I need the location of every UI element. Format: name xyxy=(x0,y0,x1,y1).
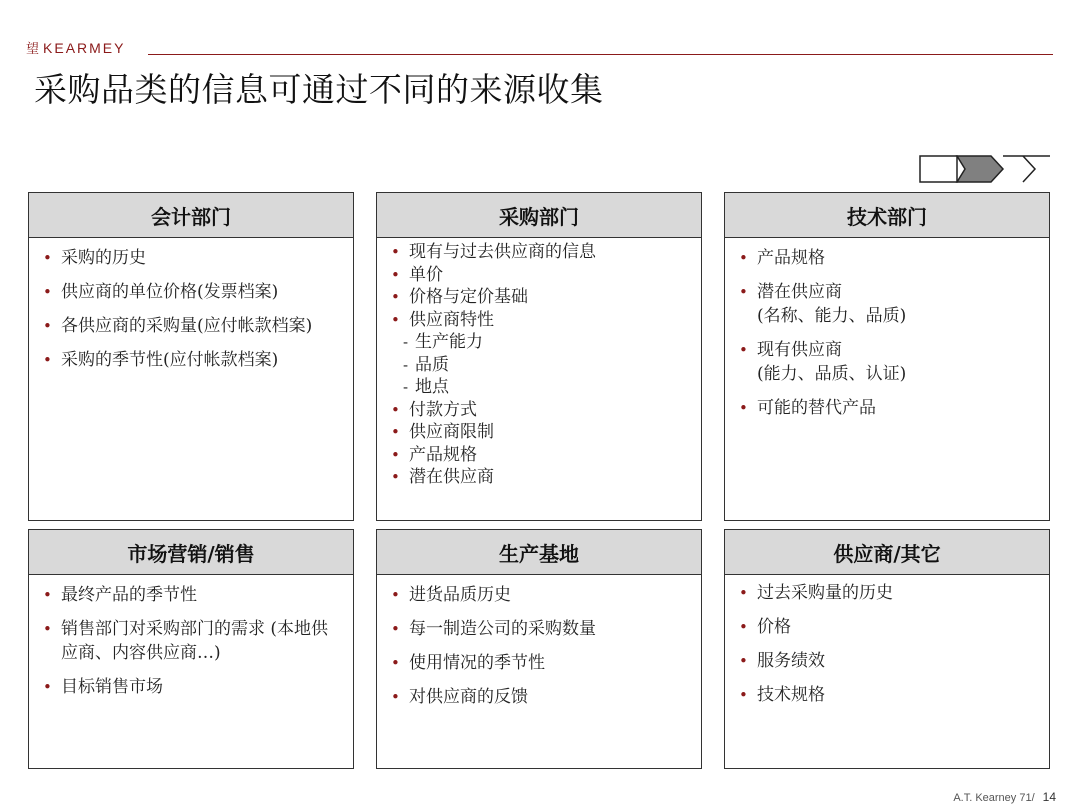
list-item: • 采购的历史 xyxy=(41,246,341,270)
list-item: • 现有供应商 xyxy=(737,338,1037,362)
list-item: • 每一制造公司的采购数量 xyxy=(389,617,689,641)
list-item: • 潜在供应商 xyxy=(737,280,1037,304)
list-item: • 服务绩效 xyxy=(737,649,1037,673)
info-box-procurement xyxy=(376,192,702,521)
list-item: • 付款方式 xyxy=(389,399,689,422)
list-item: • 价格 xyxy=(737,615,1037,639)
box-header: 生产基地 xyxy=(377,530,701,575)
list-item: • 技术规格 xyxy=(737,683,1037,707)
page-title: 采购品类的信息可通过不同的来源收集 xyxy=(34,70,604,109)
info-box-engineering xyxy=(724,192,1050,521)
list-item: • 供应商限制 xyxy=(389,421,689,444)
list-item: • 单价 xyxy=(389,264,689,287)
list-item: • 使用情况的季节性 xyxy=(389,651,689,675)
list-item: • 产品规格 xyxy=(389,444,689,467)
info-box-production xyxy=(376,529,702,769)
progress-step-1 xyxy=(920,156,957,182)
brand-logo xyxy=(26,38,125,57)
list-item: • 产品规格 xyxy=(737,246,1037,270)
info-box-suppliers-other xyxy=(724,529,1050,769)
list-item: • 对供应商的反馈 xyxy=(389,685,689,709)
list-item: • 目标销售市场 xyxy=(41,675,341,699)
footer-text: A.T. Kearney 71/ xyxy=(953,792,1035,804)
box-header: 采购部门 xyxy=(377,193,701,238)
progress-step-3 xyxy=(1023,156,1035,182)
page-number: 14 xyxy=(1042,790,1056,804)
list-item: • 销售部门对采购部门的需求 (本地供应商、内容供应商…) xyxy=(41,617,341,665)
list-item: • 现有与过去供应商的信息 xyxy=(389,241,689,264)
box-header: 技术部门 xyxy=(725,193,1049,238)
list-item: • 潜在供应商 xyxy=(389,466,689,489)
progress-chevrons-icon xyxy=(919,154,1051,184)
info-box-accounting xyxy=(28,192,354,521)
list-item: • 最终产品的季节性 xyxy=(41,583,341,607)
sub-list-item: - 品质 xyxy=(389,354,689,377)
progress-step-2-active xyxy=(957,156,1003,182)
header-rule xyxy=(148,54,1053,55)
list-item: • 价格与定价基础 xyxy=(389,286,689,309)
page-footer xyxy=(953,790,1056,804)
list-item: • 采购的季节性(应付帐款档案) xyxy=(41,348,341,372)
list-item: • 供应商特性 xyxy=(389,309,689,332)
info-box-marketing-sales xyxy=(28,529,354,769)
box-header: 供应商/其它 xyxy=(725,530,1049,575)
box-header: 会计部门 xyxy=(29,193,353,238)
box-header: 市场营销/销售 xyxy=(29,530,353,575)
list-item: • 各供应商的采购量(应付帐款档案) xyxy=(41,314,341,338)
list-item: • 进货品质历史 xyxy=(389,583,689,607)
item-note: (名称、能力、品质) xyxy=(757,306,907,326)
item-note: (能力、品质、认证) xyxy=(757,364,907,384)
sub-list-item: - 地点 xyxy=(389,376,689,399)
brand-mark: 望 xyxy=(26,41,42,56)
list-item: • 过去采购量的历史 xyxy=(737,581,1037,605)
brand-name: KEARMEY xyxy=(43,40,126,56)
list-item: • 可能的替代产品 xyxy=(737,396,1037,420)
list-item: • 供应商的单位价格(发票档案) xyxy=(41,280,341,304)
sub-list-item: - 生产能力 xyxy=(389,331,689,354)
